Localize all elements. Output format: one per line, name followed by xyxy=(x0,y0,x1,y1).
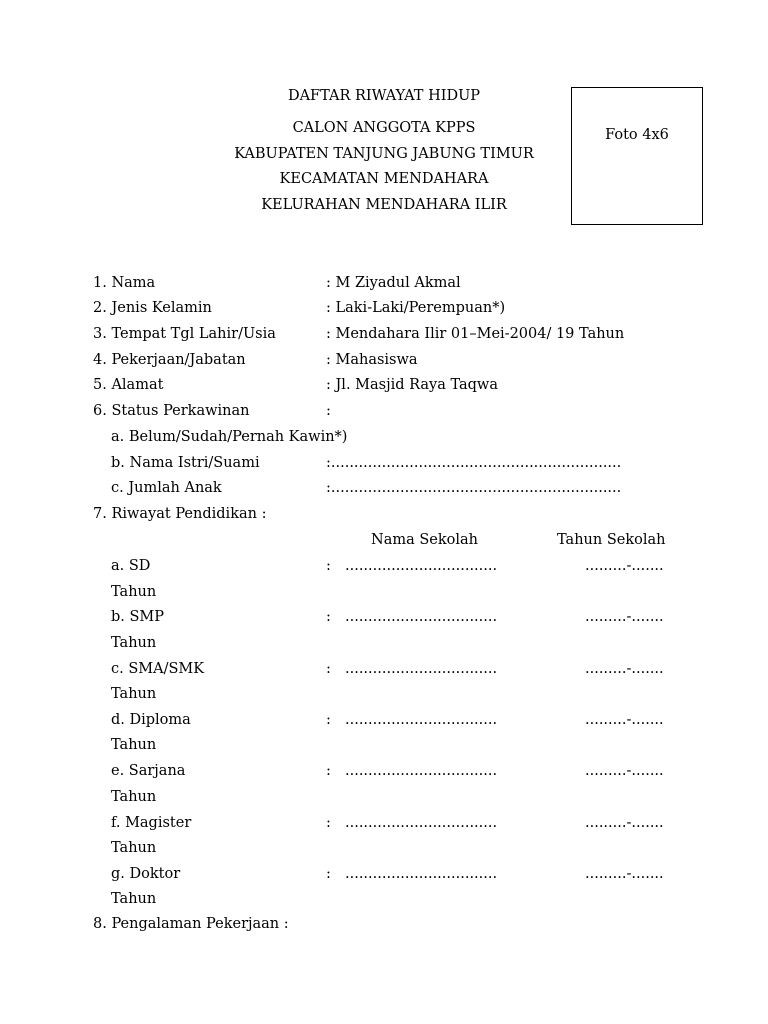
education-row xyxy=(0,559,768,577)
year-label: Tahun xyxy=(111,737,157,754)
school-year-blank: .........-....... xyxy=(585,609,664,626)
school-name-blank: ................................. xyxy=(345,814,498,831)
field-label: 1. Nama xyxy=(93,275,156,291)
year-label: Tahun xyxy=(111,788,157,805)
field-value: : Mendahara Ilir 01–Mei-2004/ 19 Tahun xyxy=(326,326,625,342)
field-label: 4. Pekerjaan/Jabatan xyxy=(93,352,246,368)
school-year-blank: .........-....... xyxy=(585,865,664,882)
field-value: : M Ziyadul Akmal xyxy=(326,275,461,291)
field-label: 5. Alamat xyxy=(93,377,164,393)
year-label: Tahun xyxy=(111,891,157,908)
field-label: 2. Jenis Kelamin xyxy=(93,300,212,316)
education-year-row xyxy=(0,585,768,603)
children-count-label: c. Jumlah Anak xyxy=(111,480,222,496)
school-year-blank: .........-....... xyxy=(585,814,664,831)
education-level: e. Sarjana xyxy=(111,763,186,780)
school-name-blank: ................................. xyxy=(345,763,498,780)
education-year-row xyxy=(0,790,768,808)
school-year-blank: .........-....... xyxy=(585,763,664,780)
column-school-name: Nama Sekolah xyxy=(371,532,478,548)
education-row xyxy=(0,713,768,731)
photo-placeholder xyxy=(571,87,703,225)
spouse-name-blank: :............................................................... xyxy=(326,455,622,471)
school-name-blank: ................................. xyxy=(345,609,498,626)
document-title: DAFTAR RIWAYAT HIDUP xyxy=(287,88,481,104)
year-label: Tahun xyxy=(111,634,157,651)
education-level: g. Doktor xyxy=(111,865,181,882)
education-column-headers xyxy=(0,533,768,551)
column-school-year: Tahun Sekolah xyxy=(557,532,666,548)
school-year-blank: .........-....... xyxy=(585,711,664,728)
field-row-gender xyxy=(0,301,768,319)
subtitle-village: KELURAHAN MENDAHARA ILIR xyxy=(261,197,507,213)
education-row xyxy=(0,867,768,885)
education-row xyxy=(0,610,768,628)
education-colon: : xyxy=(326,660,331,677)
education-year-row xyxy=(0,892,768,910)
school-name-blank: ................................. xyxy=(345,558,498,574)
work-heading: 8. Pengalaman Pekerjaan : xyxy=(93,916,289,932)
school-name-blank: ................................. xyxy=(345,865,498,882)
field-value: : Jl. Masjid Raya Taqwa xyxy=(326,377,498,393)
school-year-blank: .........-....... xyxy=(585,558,664,574)
photo-label: Foto 4x6 xyxy=(605,127,669,143)
spouse-name-row xyxy=(0,456,768,474)
school-name-blank: ................................. xyxy=(345,711,498,728)
field-row-occupation xyxy=(0,353,768,371)
school-year-blank: .........-....... xyxy=(585,660,664,677)
subtitle-regency: KABUPATEN TANJUNG JABUNG TIMUR xyxy=(234,146,534,162)
field-row-name xyxy=(0,276,768,294)
marital-status-row xyxy=(0,430,768,448)
spouse-name-label: b. Nama Istri/Suami xyxy=(111,455,260,471)
subtitle-district: KECAMATAN MENDAHARA xyxy=(279,171,489,187)
field-row-birth xyxy=(0,327,768,345)
education-colon: : xyxy=(326,763,331,780)
education-colon: : xyxy=(326,609,331,626)
education-level: d. Diploma xyxy=(111,711,191,728)
education-colon: : xyxy=(326,558,331,574)
education-year-row xyxy=(0,687,768,705)
education-level: a. SD xyxy=(111,558,151,574)
education-heading-row xyxy=(0,507,768,525)
education-row xyxy=(0,662,768,680)
field-value: : Laki-Laki/Perempuan*) xyxy=(326,300,506,316)
field-label: 3. Tempat Tgl Lahir/Usia xyxy=(93,326,276,342)
education-year-row xyxy=(0,636,768,654)
education-colon: : xyxy=(326,711,331,728)
education-level: c. SMA/SMK xyxy=(111,660,205,677)
education-heading: 7. Riwayat Pendidikan : xyxy=(93,506,267,522)
education-row xyxy=(0,816,768,834)
children-count-row xyxy=(0,481,768,499)
field-label: 6. Status Perkawinan xyxy=(93,403,250,419)
field-value: : Mahasiswa xyxy=(326,352,418,368)
school-name-blank: ................................. xyxy=(345,660,498,677)
year-label: Tahun xyxy=(111,583,157,600)
field-value: : xyxy=(326,403,331,419)
marital-status-option: a. Belum/Sudah/Pernah Kawin*) xyxy=(111,429,348,445)
field-row-marital xyxy=(0,404,768,422)
education-year-row xyxy=(0,738,768,756)
children-count-blank: :............................................................... xyxy=(326,480,622,496)
education-row xyxy=(0,764,768,782)
work-heading-row xyxy=(0,917,768,935)
field-row-address xyxy=(0,378,768,396)
education-colon: : xyxy=(326,865,331,882)
education-level: b. SMP xyxy=(111,609,165,626)
year-label: Tahun xyxy=(111,840,157,856)
year-label: Tahun xyxy=(111,686,157,703)
subtitle-position: CALON ANGGOTA KPPS xyxy=(292,120,476,136)
education-year-row xyxy=(0,841,768,859)
education-level: f. Magister xyxy=(111,814,192,831)
education-colon: : xyxy=(326,814,331,831)
